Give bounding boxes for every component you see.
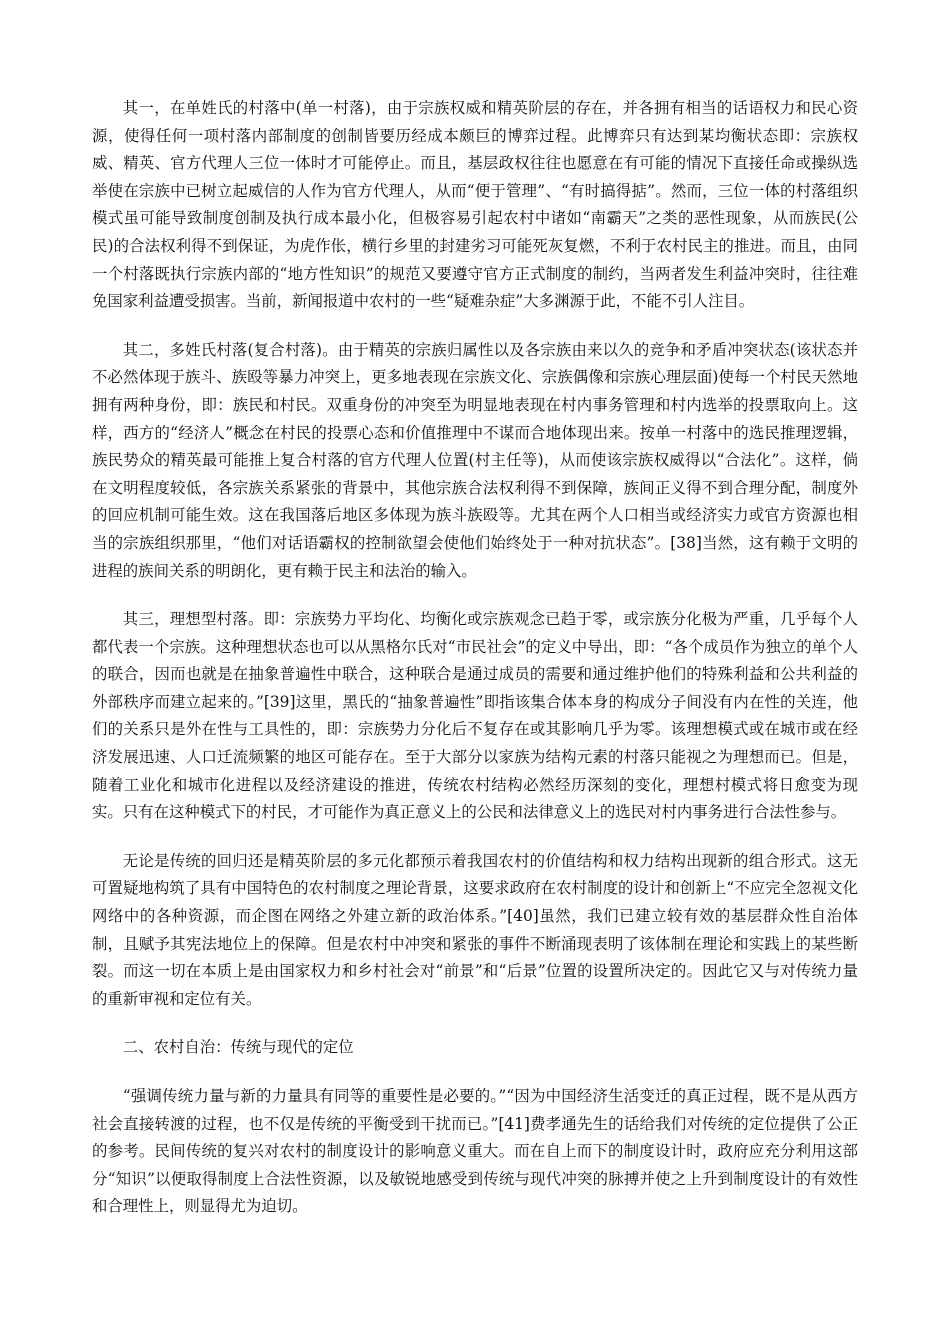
section-heading: 二、农村自治：传统与现代的定位 — [122, 1038, 354, 1057]
paragraph-multi-surname-village: 其二，多姓氏村落(复合村落)。由于精英的宗族归属性以及各宗族由来以久的竞争和矛盾冲突状态(该状态并不必然体现于族斗、族殴等暴力冲突上，更多地表现在宗族文化、宗族偶像和宗族心理层面)使每一个村民天然地拥有两种身份，即：族民和村民。双重身份的冲突至为明显地表现在村内事务管理和村内选举的投票取向上。这样，西方的“经济人”概念在村民的投票心态和价值推理中不谋而合地体现出来。按单一村落中的选民推理逻辑，族民势众的精英最可能推上复合村落的官方代理人位置(村主任等)，从而使该宗族权威得以“合法化”。这样，倘在文明程度较低，各宗族关系紧张的背景中，其他宗族合法权利得不到保障，族间正义得不到合理分配，制度外的回应机制可能生效。这在我国落后地区多体现为族斗族殴等。尤其在两个人口相当或经济实力或官方资源也相当的宗族组织那里，“他们对话语霸权的控制欲望会使他们始终处于一种对抗状态”。[38]当然，这有赖于文明的进程的族间关系的明朗化，更有赖于民主和法治的输入。 — [92, 340, 858, 580]
paragraph-ideal-village: 其三，理想型村落。即：宗族势力平均化、均衡化或宗族观念已趋于零，或宗族分化极为严重，几乎每个人都代表一个宗族。这种理想状态也可以从黑格尔氏对“市民社会”的定义中导出，即：“各个成员作为独立的单个人的联合，因而也就是在抽象普遍性中联合，这种联合是通过成员的需要和通过维护他们的特殊利益和公共利益的外部秩序而建立起来的。”[39]这里，黑氏的“抽象普遍性”即指该集合体本身的构成分子间没有内在性的关连，他们的关系只是外在性与工具性的，即：宗族势力分化后不复存在或其影响几乎为零。该理想模式或在城市或在经济发展迅速、人口迁流频繁的地区可能存在。至于大部分以家族为结构元素的村落只能视之为理想而已。但是，随着工业化和城市化进程以及经济建设的推进，传统农村结构必然经历深刻的变化，理想村模式将日愈变为现实。只有在这种模式下的村民，才可能作为真正意义上的公民和法律意义上的选民对村内事务进行合法性参与。 — [92, 610, 858, 822]
paragraph-tradition-positioning: “强调传统力量与新的力量具有同等的重要性是必要的。”“因为中国经济生活变迁的真正过程，既不是从西方社会直接转渡的过程，也不仅是传统的平衡受到干扰而已。”[41]费孝通先生的话给我们对传统的定位提供了公正的参考。民间传统的复兴对农村的制度设计的影响意义重大。而在自上而下的制度设计时，政府应充分利用这部分“知识”以便取得制度上合法性资源，以及敏锐地感受到传统与现代冲突的脉搏并使之上升到制度设计的有效性和合理性上，则显得尤为迫切。 — [92, 1087, 858, 1216]
paragraph-single-surname-village: 其一，在单姓氏的村落中(单一村落)，由于宗族权威和精英阶层的存在，并各拥有相当的话语权力和民心资源，使得任何一项村落内部制度的创制皆要历经成本颇巨的博弈过程。此博弈只有达到某均衡状态即：宗族权威、精英、官方代理人三位一体时才可能停止。而且，基层政权往往也愿意在有可能的情况下直接任命或操纵选举使在宗族中已树立起威信的人作为官方代理人，从而“便于管理”、“有时搞得掂”。然而，三位一体的村落组织模式虽可能导致制度创制及执行成本最小化，但极容易引起农村中诸如“南霸天”之类的恶性现象，从而族民(公民)的合法权利得不到保证，为虎作伥，横行乡里的封建劣习可能死灰复燃，不利于农村民主的推进。而且，由同一个村落既执行宗族内部的“地方性知识”的规范又要遵守官方正式制度的制约，当两者发生利益冲突时，往往难免国家利益遭受损害。当前，新闻报道中农村的一些“疑难杂症”大多渊源于此，不能不引人注目。 — [92, 99, 858, 311]
paragraph-tradition-return: 无论是传统的回归还是精英阶层的多元化都预示着我国农村的价值结构和权力结构出现新的组合形式。这无可置疑地构筑了具有中国特色的农村制度之理论背景，这要求政府在农村制度的设计和创新上“不应完全忽视文化网络中的各种资源，而企图在网络之外建立新的政治体系。”[40]虽然，我们已建立较有效的基层群众性自治体制，且赋予其宪法地位上的保障。但是农村中冲突和紧张的事件不断涌现表明了该体制在理论和实践上的某些断裂。而这一切在本质上是由国家权力和乡村社会对“前景”和“后景”位置的设置所决定的。因此它又与对传统力量的重新审视和定位有关。 — [92, 851, 858, 1008]
document-page — [92, 95, 858, 1221]
